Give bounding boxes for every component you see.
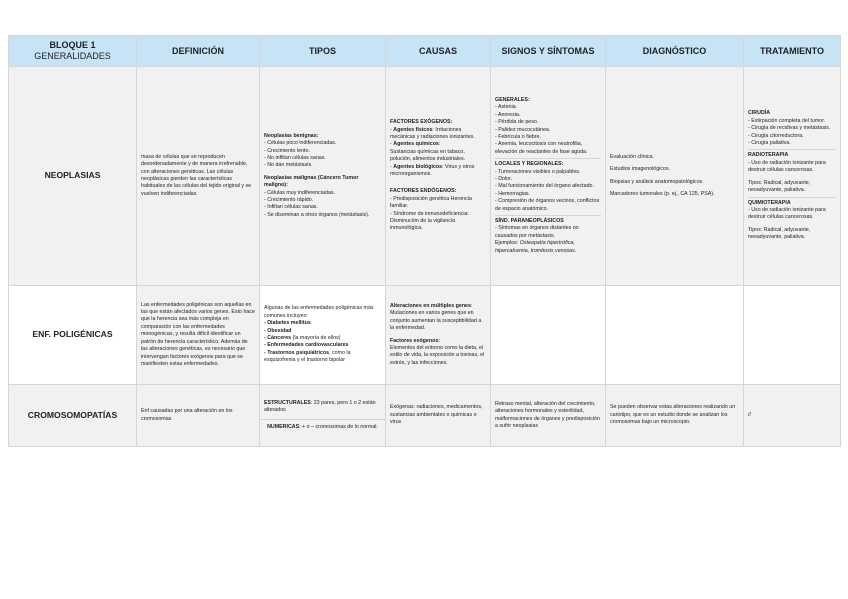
diagnostico-cell [606, 385, 744, 447]
cell-section [264, 133, 381, 219]
text-line: - Cirugía paliativa. [748, 140, 791, 147]
tratamiento-cell [744, 385, 841, 447]
text-line [264, 320, 381, 327]
text-line: - No dan metástasis. [264, 162, 313, 169]
text-line: masa de células que se reproducen desordenadamente y de manera irrefrenable, con alteraciones genéticas. Las células neoplásicas pierden las características habituales de las células del tejido original y se vuelven indiferenciadas [141, 153, 252, 197]
cell-section [748, 412, 836, 419]
bold-text: ESTRUCTURALES [264, 399, 311, 406]
text-line: - Anemia, leucocitosis con neutrofilia, elevación de reactantes de fase aguda. [495, 141, 588, 155]
cell-section [141, 154, 255, 198]
causas-cell [386, 385, 491, 447]
text-line: - Anorexia. [495, 111, 521, 118]
tipos-part [260, 396, 385, 419]
text-line: - Síntomas en órganos distantes no causados por metástasis. [495, 225, 579, 239]
text-line: - Crecimiento rápido. [264, 197, 314, 204]
header-row [9, 36, 841, 67]
definicion-cell [137, 286, 260, 385]
cell-section [495, 215, 601, 257]
text-line: - Se diseminan a otros órganos (metástasis). [264, 211, 370, 218]
italic-text: Osteopatía hipertrófica, hipercalcemia, trombosis venosas [495, 240, 575, 254]
text: : Irritaciones mecánicas y radiaciones ionizantes. [390, 126, 475, 140]
bold-text: - Cánceres [264, 335, 292, 341]
cell-section [390, 119, 486, 233]
text: , como la esquizofrenia y el trastorno bipolar [264, 349, 351, 364]
text-line [748, 152, 836, 159]
bold-text: SÍND. PARANEOPLÁSICOS [495, 218, 564, 225]
text-line [264, 175, 381, 190]
header-tratamiento: TRATAMIENTO [744, 36, 841, 67]
row-heading: CROMOSOMOPATÍAS [9, 385, 137, 447]
header-definicion: DEFINICIÓN [137, 36, 260, 67]
generalidades-table [8, 35, 841, 447]
table-row [9, 67, 841, 286]
text: (la mayoría de ellos) [291, 335, 341, 341]
text-line: Se pueden observar estas alteraciones realizando un cariotipo, que es un estudio donde se analizan los cromosomas bajo un microscopio. [610, 404, 736, 426]
text-line [390, 188, 486, 195]
text: : 23 pares, pero 1 o 2 están alterados [264, 399, 376, 414]
text-line: Estudios imagenológicos. [610, 166, 671, 173]
text: . [574, 247, 577, 254]
text-line: - Tumoraciones visibles o palpables. [495, 168, 581, 175]
text-line: - Infiltan células sanas. [264, 204, 318, 211]
text-line: - Extirpación completa del tumor. [748, 117, 826, 124]
header-causas: CAUSAS [386, 36, 491, 67]
bold-text: NUMERICAS [267, 423, 300, 430]
text: : + o – cromosomas de lo normal. [299, 423, 378, 430]
text-line: - Células poco indiferenciadas. [264, 140, 337, 147]
text: - [390, 163, 394, 170]
header-diagnostico: DIAGNÓSTICO [606, 36, 744, 67]
text-line [264, 133, 381, 140]
text-line: - Pérdida de peso. [495, 119, 539, 126]
text-line: - Cirugía de recidivas y metástasis. [748, 125, 831, 132]
block-subtitle: GENERALIDADES [34, 51, 111, 61]
text-line [264, 328, 381, 335]
definicion-cell [137, 385, 260, 447]
text-line: - Astenia. [495, 104, 518, 111]
definicion-cell [137, 67, 260, 286]
text-line: Evaluación clínica. [610, 153, 654, 160]
text-line: Exógenas: radiaciones, medicamentos, sustancias ambientales o químicas o virus [390, 404, 483, 426]
table-row [9, 286, 841, 385]
text: - [390, 141, 394, 148]
text-line: Enf causadas por una alteración en los cromosomas [141, 408, 233, 422]
text-line [748, 200, 836, 207]
bold-text: Agentes químicos [393, 141, 439, 148]
text: Ejemplos: [495, 240, 520, 247]
bold-text: - Diabetes mellitus [264, 320, 311, 327]
text-line [390, 127, 486, 142]
text-line [390, 141, 486, 148]
text-line: - Mal funcionamiento del órgano afectado. [495, 183, 594, 190]
bold-text: LOCALES Y REGIONALES: [495, 161, 564, 168]
table-row [9, 385, 841, 447]
header-tipos: TIPOS [260, 36, 386, 67]
text-line: Tipos: Radical, adyuvante, neoadyuvante, paliativa. [748, 179, 811, 194]
bold-text: Neoplasias malignas (Cáncero Tumor maligno): [264, 174, 359, 189]
text-line: - Síndrome de inmunodeficiencia: Disminución de la vigilancia inmunológica. [390, 210, 469, 232]
cell-section [610, 404, 739, 426]
text-line: - Cirugía citorreductora. [748, 132, 804, 139]
text-line [264, 335, 381, 342]
text-line: - Células muy indiferenciadas. [264, 189, 335, 196]
text: : Virus y otros microorganismos. [390, 163, 475, 177]
text-line: - Uso de radiación ionizante para destruir células cancerosas. [748, 206, 826, 221]
text-line: - Dolor. [495, 176, 513, 182]
text-line [264, 342, 381, 349]
bold-text: Factores exógenos: [390, 337, 441, 344]
row-heading: ENF. POLIGÉNICAS [9, 286, 137, 385]
cell-section [141, 408, 255, 423]
bold-text: Agentes físicos [393, 126, 433, 133]
cell-section [141, 302, 255, 369]
bold-text: CIRUDÍA [748, 110, 771, 117]
bold-text: FACTORES ENDÓGENOS: [390, 188, 457, 195]
cell-section [748, 108, 836, 149]
causas-cell [386, 286, 491, 385]
cell-section [495, 158, 601, 215]
text: : Mutaciones en varios genes que en conjunto aumentan la susceptibilidad a la enfermedad. [390, 302, 482, 332]
bold-text: - Enfermedades cardiovasculares [264, 342, 349, 349]
bold-text: Alteraciones en múltiples genes [390, 302, 471, 309]
text-line [495, 161, 601, 168]
tipos-cell [260, 67, 386, 286]
text-line: - Compresión de órganos vecinos, conflictos de espacio anatómico. [495, 198, 600, 212]
text-line: - Palidez mucocutánea. [495, 126, 551, 133]
tipos-part [260, 419, 385, 435]
text-line [390, 119, 486, 126]
text-line: Retraso mental, alteración del crecimiento, alteraciones hormonales y esterilidad, malformaciones de órganos y predisposición a sufrir neoplasias [495, 400, 600, 429]
text-line: Marcadores tumorales (p. ej., CA 125, PSA). [610, 190, 715, 197]
cell-section [390, 404, 486, 426]
text-line: - Hemorragias. [495, 190, 531, 197]
text-line [495, 218, 601, 225]
bold-text: Neoplasias benignas: [264, 132, 319, 139]
text-line: - Predisposición genética Herencia familiar. [390, 195, 472, 210]
text-line: Elementos del entorno como la dieta, el estilo de vida, la exposición a toxinas, el estrés, y las infecciones. [390, 344, 485, 366]
bold-text: - Obesidad [264, 327, 292, 334]
bold-text: GENERALES: [495, 96, 530, 103]
text-line: - Uso de radiación ionizante para destruir células cancerosas. [748, 159, 826, 174]
block-title: BLOQUE 1 [49, 40, 96, 50]
bold-text: Agentes biológicos [393, 163, 443, 170]
text-line [495, 240, 601, 255]
signos-cell [491, 67, 606, 286]
text-line [264, 424, 381, 431]
text-line [390, 303, 486, 333]
cell-section [264, 305, 381, 364]
text-line: - Febrícula o fiebre. [495, 133, 541, 140]
text: - [390, 126, 394, 133]
text-line [390, 164, 486, 179]
bold-text: QUIMIOTERAPIA [748, 199, 791, 206]
cell-section [610, 154, 739, 199]
text-line [748, 110, 836, 117]
row-heading: NEOPLASIAS [9, 67, 137, 286]
text-line [390, 338, 486, 345]
text-line: Sustancias químicas en tabaco, polución, alimentos industriales. [390, 148, 466, 163]
text-line: Las enfermedades poligénicas son aquellas en las que están afectados varios genes. Esto hace que la herencia sea más compleja en comparación con las enfermedades monogénicas, y resulta difícil identificar un patrón de herencia característico. Además de las alteraciones genéticas, es necesario que intervengan factores exógenos para que se manifiesten estas enfermedades. [141, 301, 255, 367]
causas-cell [386, 67, 491, 286]
cell-section [495, 95, 601, 158]
bold-text: - Trastornos psiquiátricos [264, 349, 330, 356]
text-line: - No infiltan células sanas. [264, 154, 326, 161]
tratamiento-cell [744, 286, 841, 385]
text-line [495, 97, 601, 104]
cell-section [748, 197, 836, 244]
header-signos: SIGNOS Y SÍNTOMAS [491, 36, 606, 67]
cell-section [495, 401, 601, 431]
text-line: // [748, 411, 751, 418]
text: : [438, 141, 441, 148]
signos-cell [491, 385, 606, 447]
tipos-cell [260, 385, 386, 447]
text-line: Tipos: Radical, adyuvante, neoadyuvante, paliativa. [748, 226, 811, 241]
tipos-cell [260, 286, 386, 385]
diagnostico-cell [606, 67, 744, 286]
tratamiento-cell [744, 67, 841, 286]
text-line: Algunas de las enfermedades poligénicas más comunes incluyen: [264, 305, 374, 319]
text-line [264, 350, 381, 365]
bold-text: RADIOTERAPIA [748, 152, 789, 159]
text-line: Biopsias y análisis anatomopatológicos. [610, 178, 704, 185]
cell-section [748, 149, 836, 196]
cell-section [390, 303, 486, 367]
text-line [264, 400, 381, 415]
signos-cell [491, 286, 606, 385]
diagnostico-cell [606, 286, 744, 385]
text-line: - Crecimiento lento. [264, 147, 310, 154]
bold-text: FACTORES EXÓGENOS: [390, 119, 453, 126]
header-block [9, 36, 137, 67]
